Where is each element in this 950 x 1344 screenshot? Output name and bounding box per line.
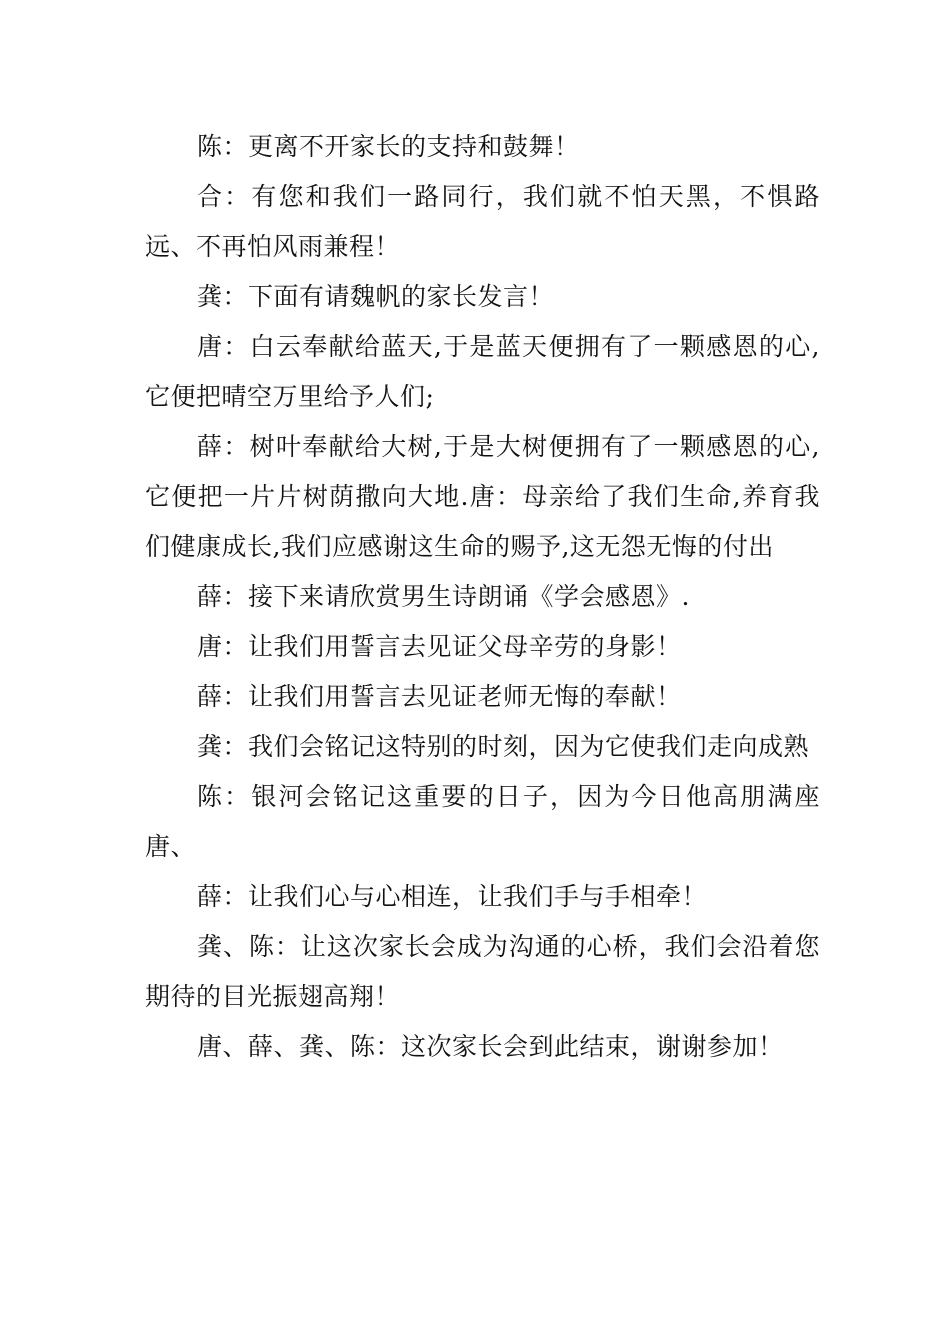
paragraph: 龚：我们会铭记这特别的时刻，因为它使我们走向成熟 [197,732,810,761]
paragraph: 陈：更离不开家长的支持和鼓舞！ [197,132,580,161]
paragraph: 薛：树叶奉献给大树,于是大树便拥有了一颗感恩的心,它便把一片片树荫撒向大地.唐：母亲给了我们生命,养育我们健康成长,我们应感谢这生命的赐予,这无怨无悔的付出 [145,432,820,561]
paragraph: 唐：白云奉献给蓝天,于是蓝天便拥有了一颗感恩的心,它便把晴空万里给予人们; [145,332,820,411]
paragraph: 薛：让我们用誓言去见证老师无悔的奉献！ [197,682,682,711]
paragraph: 薛：接下来请欣赏男生诗朗诵《学会感恩》. [197,582,690,611]
paragraph: 唐、薛、龚、陈：这次家长会到此结束，谢谢参加！ [197,1032,784,1061]
paragraph: 陈：银河会铭记这重要的日子，因为今日他高朋满座唐、 [145,782,820,861]
paragraph: 合：有您和我们一路同行，我们就不怕天黑，不惧路远、不再怕风雨兼程！ [145,182,820,261]
paragraph: 唐：让我们用誓言去见证父母辛劳的身影！ [197,632,682,661]
paragraph: 龚、陈：让这次家长会成为沟通的心桥，我们会沿着您期待的目光振翅高翔！ [145,932,820,1011]
paragraph: 薛：让我们心与心相连，让我们手与手相牵！ [197,882,708,911]
paragraph: 龚：下面有请魏帆的家长发言！ [197,282,555,311]
document-body [145,122,820,1072]
